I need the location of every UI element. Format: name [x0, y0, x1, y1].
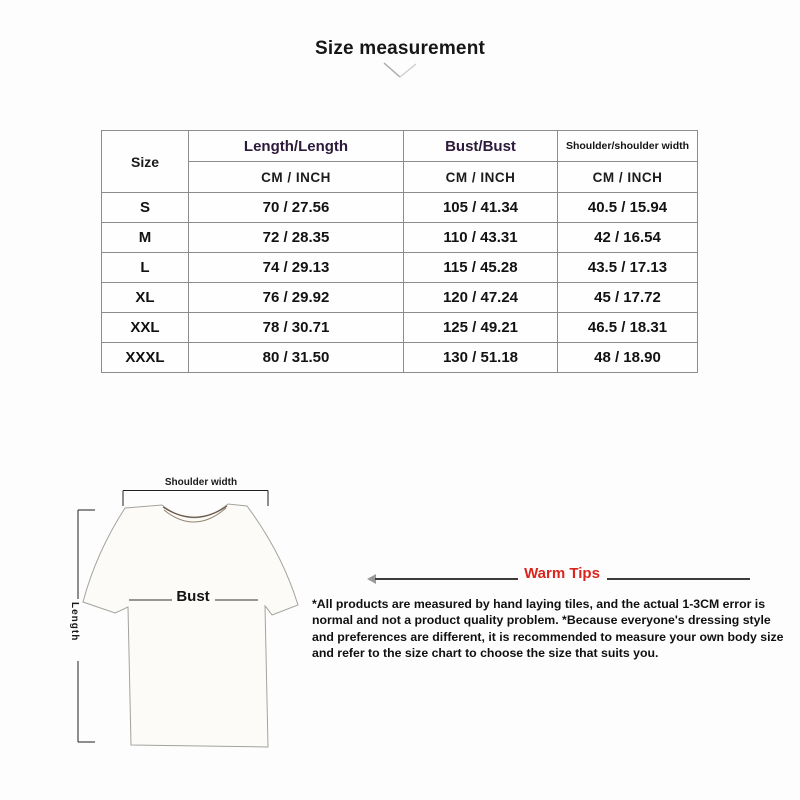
size-cell: XXL — [102, 313, 189, 343]
value-cell: 43.5 / 17.13 — [558, 253, 698, 283]
table-row — [102, 193, 698, 223]
unit-cell: CM / INCH — [189, 162, 404, 193]
unit-cell: CM / INCH — [404, 162, 558, 193]
tips-line: normal and not a product quality problem. *Because everyone's dressing style — [312, 613, 771, 628]
tips-line: and refer to the size chart to choose the size that suits you. — [312, 645, 659, 660]
tips-divider-left — [375, 578, 518, 580]
value-cell: 80 / 31.50 — [189, 343, 404, 373]
value-cell: 120 / 47.24 — [404, 283, 558, 313]
value-cell: 130 / 51.18 — [404, 343, 558, 373]
shoulder-width-bracket — [123, 491, 268, 507]
length-label: Length — [69, 599, 80, 661]
tips-line: and preferences are different, it is recommended to measure your own body size — [312, 629, 784, 644]
col-header-length: Length/Length — [189, 131, 404, 162]
value-cell: 125 / 49.21 — [404, 313, 558, 343]
value-cell: 46.5 / 18.31 — [558, 313, 698, 343]
value-cell: 48 / 18.90 — [558, 343, 698, 373]
value-cell: 115 / 45.28 — [404, 253, 558, 283]
table-row — [102, 283, 698, 313]
value-cell: 76 / 29.92 — [189, 283, 404, 313]
table-header-row — [102, 131, 698, 162]
tshirt-diagram — [60, 455, 350, 770]
unit-cell: CM / INCH — [558, 162, 698, 193]
table-row — [102, 253, 698, 283]
table-row — [102, 313, 698, 343]
value-cell: 105 / 41.34 — [404, 193, 558, 223]
warm-tips-title: Warm Tips — [524, 565, 600, 582]
size-cell: S — [102, 193, 189, 223]
col-header-bust: Bust/Bust — [404, 131, 558, 162]
size-cell: M — [102, 223, 189, 253]
col-header-size: Size — [102, 131, 189, 193]
size-table — [101, 130, 698, 373]
tips-divider-right — [607, 578, 750, 580]
value-cell: 70 / 27.56 — [189, 193, 404, 223]
table-row — [102, 343, 698, 373]
tshirt-outline — [83, 504, 298, 747]
col-header-shoulder: Shoulder/shoulder width — [558, 131, 698, 162]
value-cell: 74 / 29.13 — [189, 253, 404, 283]
value-cell: 72 / 28.35 — [189, 223, 404, 253]
table-unit-row — [102, 162, 698, 193]
chevron-down-icon — [380, 60, 420, 82]
size-cell: L — [102, 253, 189, 283]
value-cell: 40.5 / 15.94 — [558, 193, 698, 223]
tips-line: *All products are measured by hand laying tiles, and the actual 1-3CM error is — [312, 597, 766, 611]
value-cell: 45 / 17.72 — [558, 283, 698, 313]
value-cell: 78 / 30.71 — [189, 313, 404, 343]
value-cell: 110 / 43.31 — [404, 223, 558, 253]
shoulder-width-label: Shoulder width — [164, 477, 238, 488]
size-cell: XXXL — [102, 343, 189, 373]
table-row — [102, 223, 698, 253]
bust-label: Bust — [176, 588, 210, 605]
value-cell: 42 / 16.54 — [558, 223, 698, 253]
size-cell: XL — [102, 283, 189, 313]
length-bracket — [78, 510, 95, 742]
warm-tips-text — [312, 596, 798, 661]
page-title: Size measurement — [314, 38, 486, 59]
